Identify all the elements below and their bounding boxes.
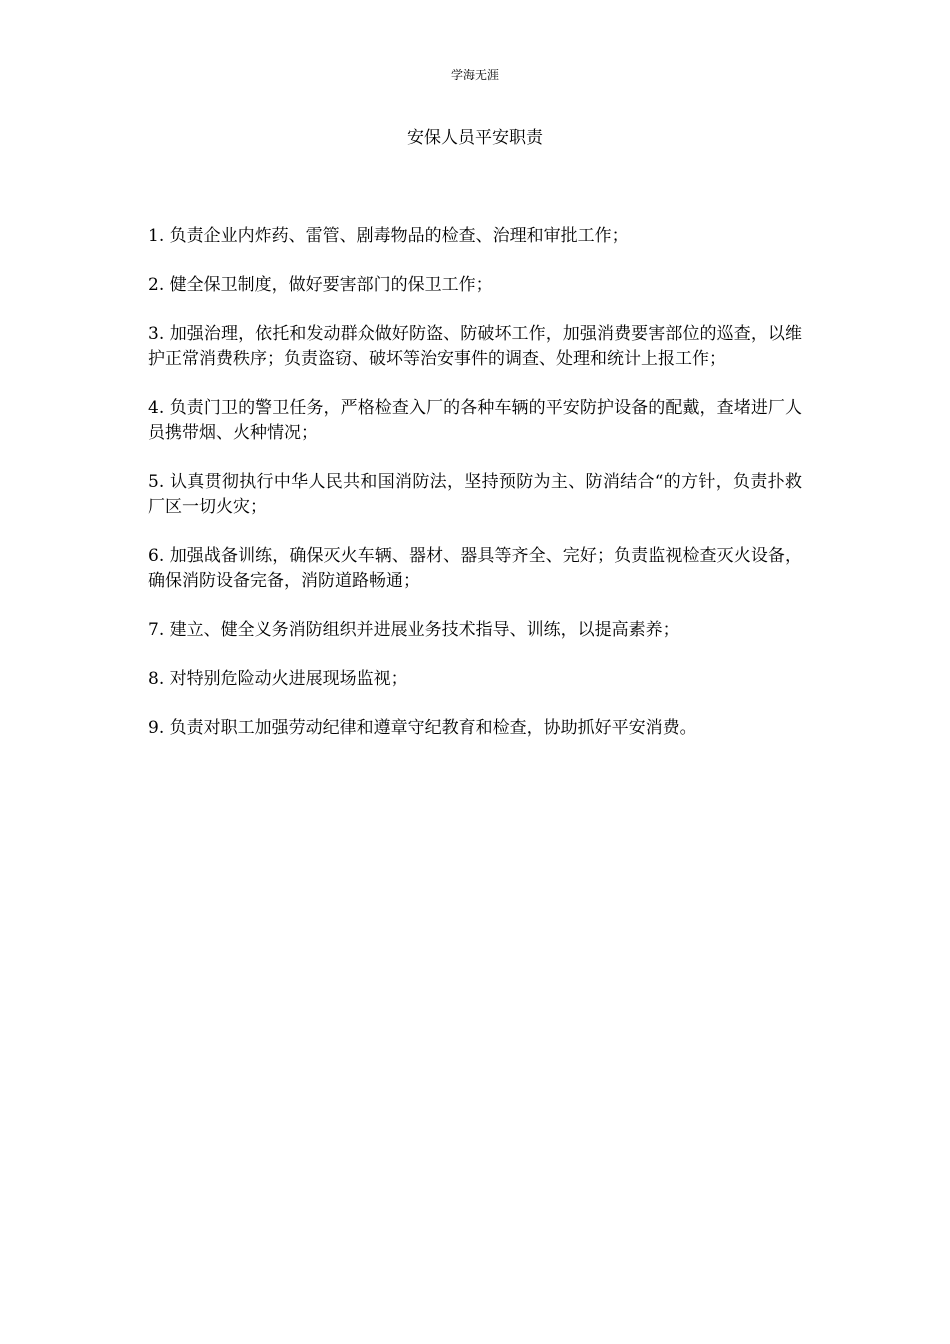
list-item: 6. 加强战备训练，确保灭火车辆、器材、器具等齐全、完好；负责监视检查灭火设备，确保消防设备完备，消防道路畅通； (148, 546, 802, 591)
list-item: 8. 对特别危险动火进展现场监视； (148, 669, 408, 689)
list-item: 3. 加强治理，依托和发动群众做好防盗、防破坏工作，加强消费要害部位的巡查，以维护正常消费秩序；负责盗窃、破坏等治安事件的调查、处理和统计上报工作； (148, 324, 802, 369)
list-item: 1. 负责企业内炸药、雷管、剧毒物品的检查、治理和审批工作； (148, 226, 629, 246)
document-title: 安保人员平安职责 (407, 128, 543, 148)
list-item: 2. 健全保卫制度，做好要害部门的保卫工作； (148, 275, 493, 295)
list-item: 9. 负责对职工加强劳动纪律和遵章守纪教育和检查，协助抓好平安消费。 (148, 718, 697, 738)
page-header: 学海无涯 (450, 68, 499, 82)
responsibility-list (148, 224, 802, 765)
list-item: 4. 负责门卫的警卫任务，严格检查入厂的各种车辆的平安防护设备的配戴，查堵进厂人员携带烟、火种情况； (148, 398, 802, 443)
list-item: 5. 认真贯彻执行中华人民共和国消防法，坚持预防为主、防消结合“的方针，负责扑救厂区一切火灾； (148, 472, 802, 517)
list-item: 7. 建立、健全义务消防组织并进展业务技术指导、训练，以提高素养； (148, 620, 680, 640)
